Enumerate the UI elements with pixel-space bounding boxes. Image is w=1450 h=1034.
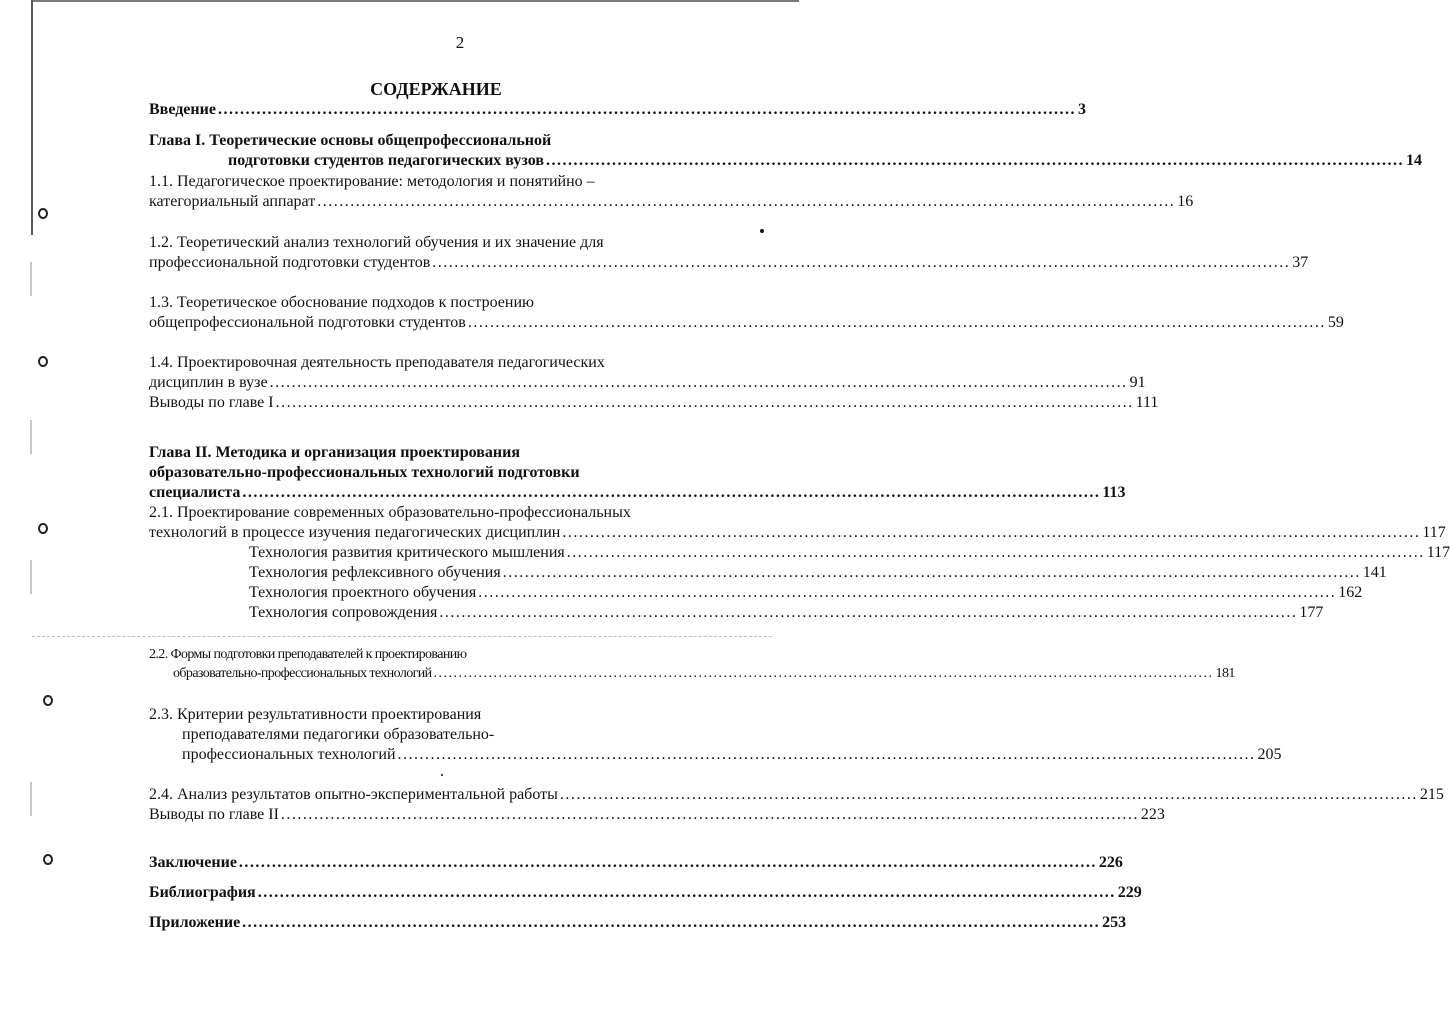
toc-section-line[interactable] bbox=[149, 503, 631, 523]
toc-entry-text: 2.1. Проектирование современных образовательно-профессиональных bbox=[149, 504, 631, 521]
dot-leader: ............................................................................................................................................................ bbox=[439, 604, 1298, 621]
toc-entry-text: Приложение bbox=[149, 914, 241, 931]
dot-leader: ............................................................................................................................................................ bbox=[280, 806, 1139, 823]
punch-hole-icon bbox=[38, 523, 48, 534]
toc-entry-2-2[interactable] bbox=[173, 664, 1235, 684]
toc-entry-text: Технология проектного обучения bbox=[249, 584, 477, 601]
toc-entry-bibliography[interactable] bbox=[149, 883, 1142, 903]
dot-leader: ............................................................................................................................................................ bbox=[467, 314, 1326, 331]
toc-section-line[interactable] bbox=[149, 353, 605, 373]
scan-edge-mark bbox=[30, 782, 32, 816]
toc-entry-2-1[interactable] bbox=[149, 523, 1446, 543]
toc-entry-page: 226 bbox=[1098, 854, 1123, 871]
toc-entry-page: 141 bbox=[1362, 564, 1387, 581]
toc-entry-text: специалиста bbox=[149, 484, 241, 501]
toc-entry-text: общепрофессиональной подготовки студентов bbox=[149, 314, 466, 331]
scan-edge-mark bbox=[30, 560, 32, 594]
toc-section-line[interactable] bbox=[149, 705, 481, 725]
dot-leader: ............................................................................................................................................................ bbox=[432, 254, 1291, 271]
toc-entry-chapter2[interactable] bbox=[149, 483, 1126, 503]
toc-entry-page: 16 bbox=[1177, 193, 1194, 210]
ink-speck bbox=[760, 229, 764, 233]
toc-entry-page: 37 bbox=[1292, 254, 1309, 271]
punch-hole-icon bbox=[38, 356, 48, 367]
dot-leader: ............................................................................................................................................................ bbox=[562, 524, 1421, 541]
toc-entry-intro[interactable] bbox=[149, 100, 1086, 120]
toc-entry-text: профессиональных технологий bbox=[182, 746, 396, 763]
toc-entry-page: 229 bbox=[1117, 884, 1142, 901]
toc-entry-page: 205 bbox=[1257, 746, 1282, 763]
toc-entry-text: Технология развития критического мышления bbox=[249, 544, 565, 561]
toc-entry-text: Глава II. Методика и организация проектирования bbox=[149, 444, 521, 461]
toc-chapter-heading[interactable] bbox=[149, 463, 580, 483]
dot-leader: ............................................................................................................................................................ bbox=[269, 374, 1128, 391]
toc-section-line[interactable] bbox=[182, 725, 494, 745]
dot-leader: ............................................................................................................................................................ bbox=[545, 152, 1404, 169]
toc-section-line[interactable] bbox=[149, 172, 595, 192]
toc-entry-page: 253 bbox=[1102, 914, 1127, 931]
toc-entry-text: образовательно-профессиональных технологий подготовки bbox=[149, 464, 580, 481]
toc-entry-text: 2.3. Критерии результативности проектирования bbox=[149, 706, 482, 723]
dot-leader: ............................................................................................................................................................ bbox=[502, 564, 1361, 581]
toc-entry-page: 91 bbox=[1129, 374, 1146, 391]
toc-entry-page: 117 bbox=[1426, 544, 1450, 561]
toc-entry-text: преподавателями педагогики образовательно- bbox=[182, 726, 495, 743]
toc-entry-tech-3[interactable] bbox=[249, 583, 1363, 603]
toc-entry-text: 2.4. Анализ результатов опытно-экспериментальной работы bbox=[149, 786, 558, 803]
dot-leader: ............................................................................................................................................................ bbox=[397, 746, 1256, 763]
toc-entry-page: 215 bbox=[1419, 786, 1444, 803]
dot-leader: ............................................................................................................................................................ bbox=[242, 484, 1101, 501]
toc-section-line[interactable] bbox=[149, 293, 534, 313]
toc-entry-text: категориальный аппарат bbox=[149, 193, 316, 210]
toc-entry-page: 14 bbox=[1405, 152, 1422, 169]
toc-entry-text: 1.3. Теоретическое обоснование подходов к построению bbox=[149, 294, 534, 311]
toc-section-line[interactable] bbox=[149, 233, 604, 253]
toc-entry-text: профессиональной подготовки студентов bbox=[149, 254, 431, 271]
toc-chapter-heading[interactable] bbox=[149, 131, 551, 151]
toc-entry-conclusions-1[interactable] bbox=[149, 393, 1159, 413]
toc-entry-tech-4[interactable] bbox=[249, 603, 1324, 623]
toc-entry-text: 1.4. Проектировочная деятельность преподавателя педагогических bbox=[149, 354, 605, 371]
dot-leader: ............................................................................................................................................................ bbox=[478, 584, 1337, 601]
toc-entry-page: 111 bbox=[1135, 394, 1159, 411]
toc-entry-text: дисциплин в вузе bbox=[149, 374, 268, 391]
scan-edge-top bbox=[31, 0, 799, 2]
toc-chapter-heading[interactable] bbox=[149, 443, 520, 463]
dot-leader: ............................................................................................................................................................ bbox=[275, 394, 1134, 411]
toc-entry-text: 1.1. Педагогическое проектирование: методология и понятийно – bbox=[149, 173, 595, 190]
toc-entry-page: 117 bbox=[1422, 524, 1446, 541]
toc-entry-page: 162 bbox=[1338, 584, 1363, 601]
toc-entry-1-1[interactable] bbox=[149, 192, 1194, 212]
toc-entry-chapter1[interactable] bbox=[228, 151, 1422, 171]
scan-fold-line bbox=[32, 636, 772, 637]
punch-hole-icon bbox=[43, 695, 53, 706]
toc-entry-page: 113 bbox=[1102, 484, 1126, 501]
toc-entry-text: Заключение bbox=[149, 854, 237, 871]
toc-entry-text: 2.2. Формы подготовки преподавателей к проектированию bbox=[149, 647, 467, 662]
toc-entry-text: Выводы по главе II bbox=[149, 806, 279, 823]
toc-entry-page: 177 bbox=[1299, 604, 1324, 621]
toc-entry-text: Введение bbox=[149, 101, 216, 118]
toc-entry-text: подготовки студентов педагогических вузов bbox=[228, 152, 544, 169]
dot-leader: ............................................................................................................................................................ bbox=[238, 854, 1097, 871]
toc-entry-text: технологий в процессе изучения педагогических дисциплин bbox=[149, 524, 561, 541]
toc-entry-1-4[interactable] bbox=[149, 373, 1146, 393]
dot-leader: ............................................................................................................................................................ bbox=[257, 884, 1116, 901]
dot-leader: ............................................................................................................................................................ bbox=[217, 101, 1076, 118]
toc-title: СОДЕРЖАНИЕ bbox=[370, 79, 502, 99]
toc-entry-page: 181 bbox=[1215, 666, 1235, 681]
toc-entry-text: Технология рефлексивного обучения bbox=[249, 564, 501, 581]
toc-entry-conclusions-2[interactable] bbox=[149, 805, 1165, 825]
toc-entry-1-2[interactable] bbox=[149, 253, 1309, 273]
toc-entry-1-3[interactable] bbox=[149, 313, 1344, 333]
toc-entry-page: 59 bbox=[1327, 314, 1344, 331]
toc-entry-text: 1.2. Теоретический анализ технологий обучения и их значение для bbox=[149, 234, 604, 251]
punch-hole-icon bbox=[38, 208, 48, 219]
scan-edge-mark bbox=[30, 262, 32, 296]
toc-entry-text: Библиография bbox=[149, 884, 256, 901]
toc-entry-page: 223 bbox=[1140, 806, 1165, 823]
ink-speck bbox=[441, 774, 443, 776]
toc-entry-2-4[interactable] bbox=[149, 785, 1444, 805]
dot-leader: ............................................................................................................................................................ bbox=[433, 666, 1214, 681]
dot-leader: ............................................................................................................................................................ bbox=[317, 193, 1176, 210]
toc-entry-text: образовательно-профессиональных технологий bbox=[173, 666, 432, 681]
toc-entry-text: Выводы по главе I bbox=[149, 394, 274, 411]
toc-entry-text: Глава I. Теоретические основы общепрофессиональной bbox=[149, 132, 552, 149]
dot-leader: ............................................................................................................................................................ bbox=[559, 786, 1418, 803]
scan-edge-mark bbox=[30, 420, 32, 454]
toc-entry-conclusion[interactable] bbox=[149, 853, 1123, 873]
toc-entry-appendix[interactable] bbox=[149, 913, 1127, 933]
dot-leader: ............................................................................................................................................................ bbox=[566, 544, 1425, 561]
page-number: 2 bbox=[455, 33, 465, 52]
toc-entry-tech-2[interactable] bbox=[249, 563, 1387, 583]
toc-entry-tech-1[interactable] bbox=[249, 543, 1450, 563]
dot-leader: ............................................................................................................................................................ bbox=[242, 914, 1101, 931]
toc-section-line[interactable] bbox=[149, 645, 467, 665]
toc-entry-page: 3 bbox=[1077, 101, 1086, 118]
toc-entry-text: Технология сопровождения bbox=[249, 604, 438, 621]
punch-hole-icon bbox=[43, 854, 53, 865]
toc-entry-2-3[interactable] bbox=[182, 745, 1282, 765]
